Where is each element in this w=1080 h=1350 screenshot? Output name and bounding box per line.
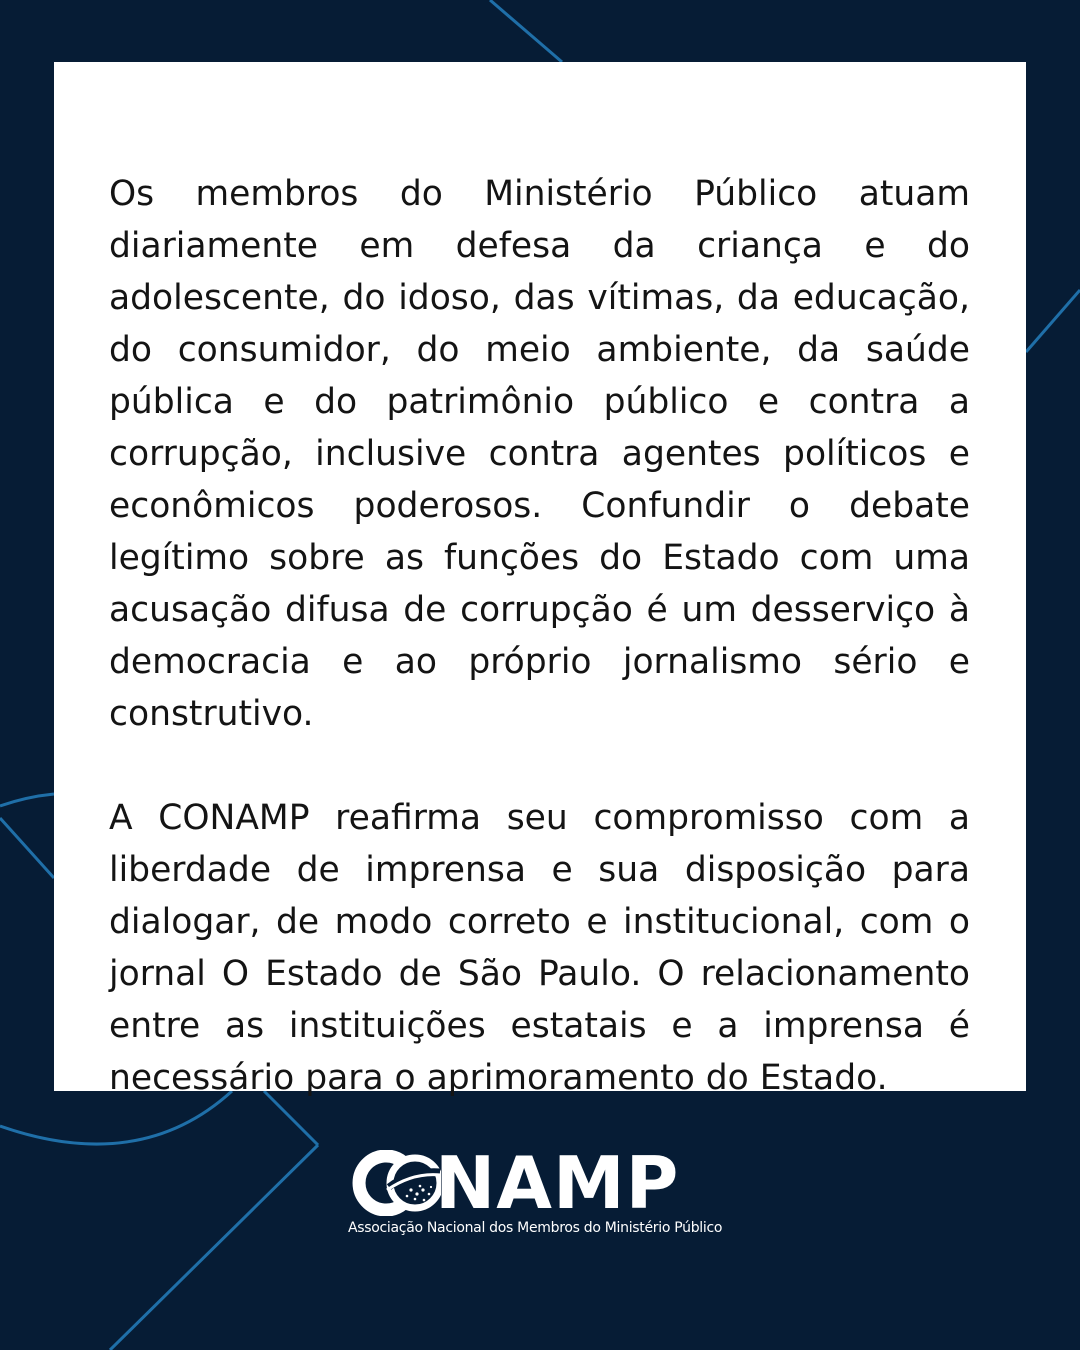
statement-card — [54, 62, 1026, 1098]
statement-paragraph-2: A CONAMP reafirma seu compromisso com a liberdade de imprensa e sua disposição para dialogar, de modo correto e institucional, com o jornal O Estado de São Paulo. O relacionamento entre as instituições estatais e a imprensa é necessário para o aprimoramento do Estado. — [109, 798, 970, 1098]
conamp-wordmark — [345, 1141, 680, 1225]
logo-tagline: Associação Nacional dos Membros do Ministério Público — [348, 1220, 723, 1236]
statement-paragraph-1: Os membros do Ministério Público atuam diariamente em defesa da criança e do adolescente, do idoso, das vítimas, da educação, do consumidor, do meio ambiente, da saúde pública e do patrimônio público e contra a corrupção, inclusive contra agentes políticos e econômicos poderosos. Confundir o debate legítimo sobre as funções do Estado com uma acusação difusa de corrupção é um desserviço à democracia e ao próprio jornalismo sério e construtivo. — [109, 174, 970, 734]
conamp-emblem-icon — [345, 1150, 441, 1216]
conamp-logo — [340, 1141, 740, 1250]
wordmark-letters: NAMP — [435, 1141, 680, 1225]
